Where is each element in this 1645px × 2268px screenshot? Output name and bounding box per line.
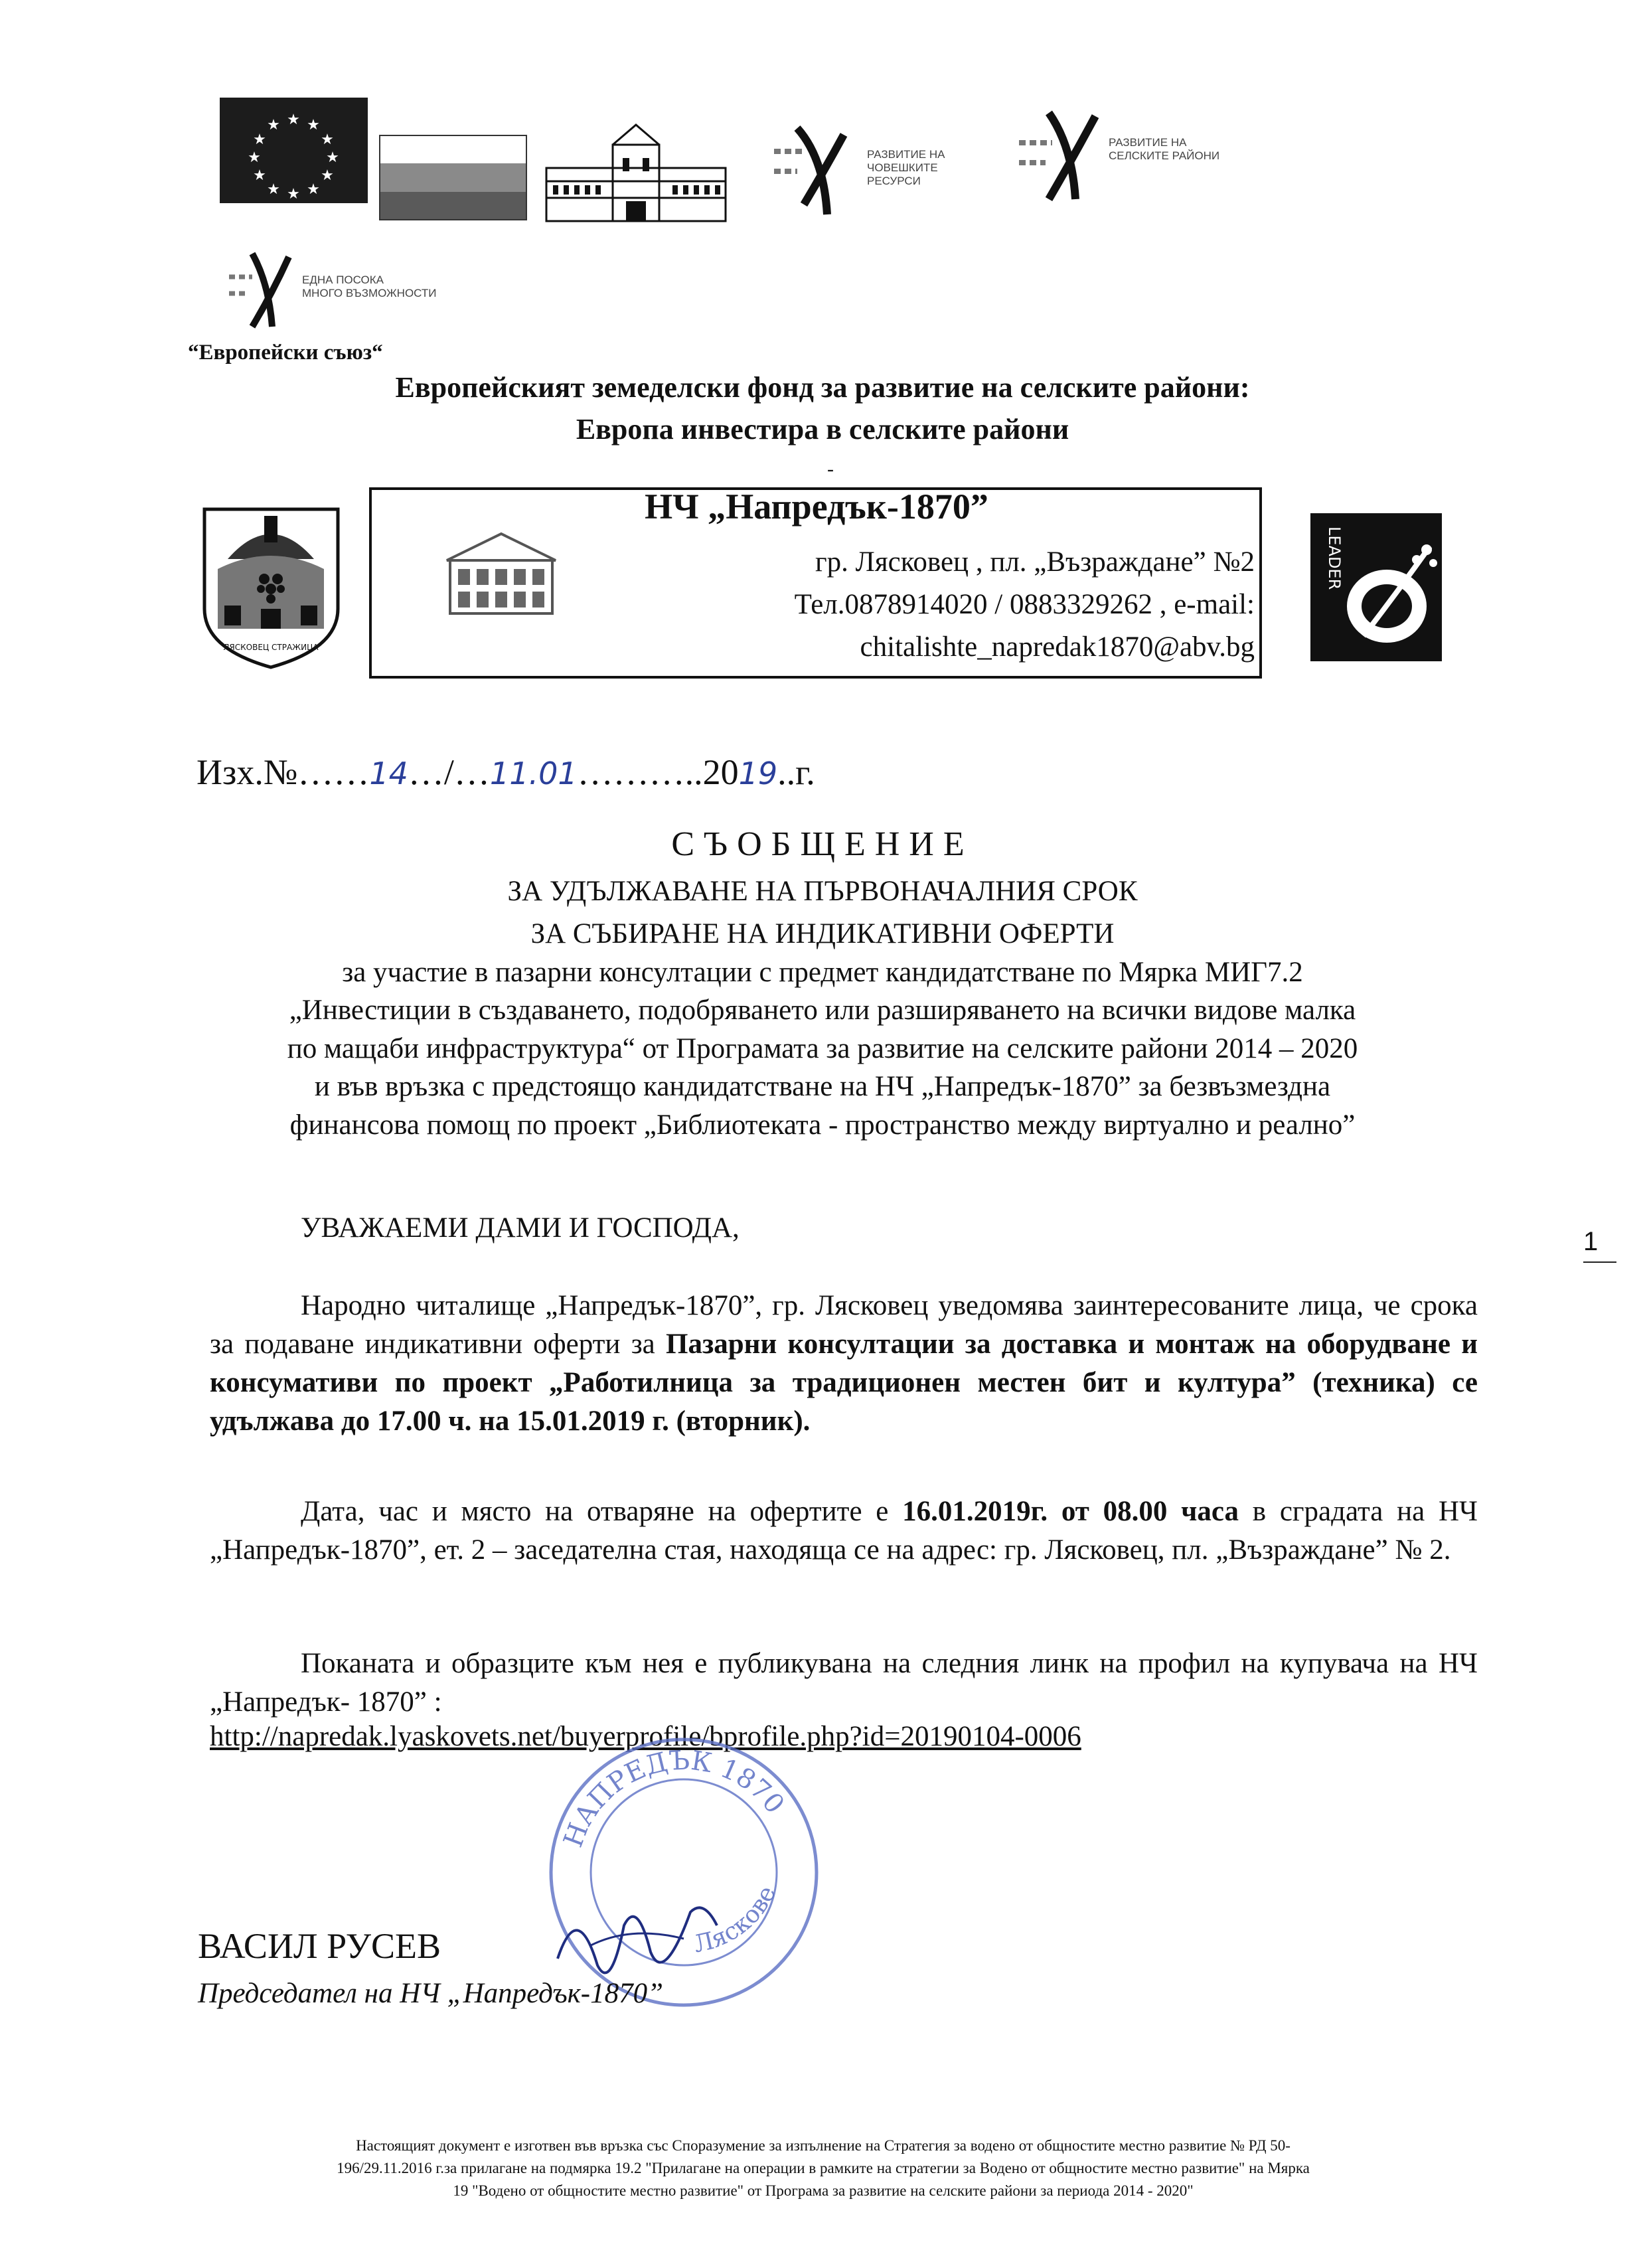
paragraph-1-bold: Пазарни консултации за доставка и монтаж на оборудване и консумативи по проект „Работилница за традиционен местен бит и култура” (техника) се удължава до 17.00 ч. на 15.01.2019 г. (вторник).: [210, 1329, 1478, 1437]
ref-dots-2: …/: [408, 752, 454, 792]
title-line-6: и във връзка с предстоящо кандидатстване на НЧ „Напредък-1870” за безвъзмездна: [314, 1071, 1331, 1102]
ref-year-prefix: 20: [702, 752, 739, 792]
svg-text:★: ★: [267, 181, 280, 198]
title-line-7: финансова помощ по проект „Библиотеката - пространство между виртуално и реално”: [289, 1109, 1356, 1141]
ref-prefix: Изх.№: [196, 752, 298, 792]
paragraph-1-text: Народно читалище „Напредък-1870”, гр. Лясковец уведомява заинтересованите лица, че срока за подаване индикативни оферти за: [210, 1290, 1478, 1360]
community-center-building-logo: [443, 530, 559, 618]
fund-title-line-2: Европа инвестира в селските райони: [576, 413, 1069, 446]
separator-dash: -: [827, 458, 834, 480]
svg-text:★: ★: [287, 186, 300, 202]
ref-date: 11.01: [489, 756, 578, 791]
organization-phone: Тел.0878914020 / 0883329262 , e-mail:: [794, 589, 1255, 620]
svg-text:★: ★: [321, 131, 334, 148]
ref-dots-1: ……: [297, 752, 370, 792]
eu-label: “Европейски съюз“: [188, 341, 383, 364]
page-number-underline: [1583, 1261, 1616, 1263]
op-rd-label-1: РАЗВИТИЕ НА: [1109, 136, 1187, 149]
title-line-1: ЗА УДЪЛЖАВАНЕ НА ПЪРВОНАЧАЛНИЯ СРОК: [507, 876, 1138, 907]
title-line-2: ЗА СЪБИРАНЕ НА ИНДИКАТИВНИ ОФЕРТИ: [530, 918, 1115, 949]
paragraph-2-text-2: в сградата на НЧ „Напредък-1870”, ет. 2 – заседателна стая, находяща се на адрес: гр. Лясковец, пл. „Възраждане” № 2.: [210, 1496, 1478, 1566]
municipality-crest-logo: [201, 496, 341, 670]
opportunity-label-2: МНОГО ВЪЗМОЖНОСТИ: [302, 287, 437, 299]
paragraph-1: [210, 1287, 1478, 1441]
svg-text:★: ★: [307, 117, 320, 133]
title-line-4: „Инвестиции в създаването, подобряването или разширяването на всички видове малка: [289, 995, 1356, 1026]
greeting: УВАЖАЕМИ ДАМИ И ГОСПОДА,: [301, 1212, 740, 1244]
government-building-logo: [540, 121, 732, 224]
crest-caption: ЛЯСКОВЕЦ СТРАЖИЦА: [223, 643, 319, 652]
stamp-bottom-text: Ляскове: [691, 1882, 782, 1959]
svg-text:★: ★: [326, 149, 339, 166]
ref-suffix: ..г.: [777, 752, 815, 792]
signer-name: ВАСИЛ РУСЕВ: [198, 1926, 441, 1966]
svg-text:★: ★: [253, 167, 266, 184]
svg-text:★: ★: [248, 149, 261, 166]
opportunity-label-1: ЕДНА ПОСОКА: [302, 274, 384, 286]
op-hr-label-1: РАЗВИТИЕ НА: [867, 148, 945, 161]
svg-text:★: ★: [287, 112, 300, 128]
svg-text:★: ★: [253, 131, 266, 148]
organization-address: гр. Лясковец , пл. „Възраждане” №2: [815, 546, 1255, 578]
organization-email: chitalishte_napredak1870@abv.bg: [860, 631, 1255, 663]
op-hr-label-2: ЧОВЕШКИТЕ РЕСУРСИ: [867, 161, 938, 187]
footer-line-3: 19 "Водено от общностите местно развитие" от Програма за развитие на селските райони за периода 2014 - 2020": [453, 2182, 1194, 2199]
stamp-top-text: НАПРЕДЪК 1870: [558, 1745, 791, 1852]
organization-title: НЧ „Напредък-1870”: [645, 487, 988, 526]
one-direction-logo: [226, 247, 445, 333]
paragraph-2: [210, 1493, 1478, 1570]
outgoing-reference: [196, 752, 815, 793]
op-human-resources-logo: [767, 118, 993, 218]
ref-dots-4: ………..: [577, 752, 703, 792]
signer-title: Председател на НЧ „Напредък-1870”: [198, 1978, 664, 2009]
footer-line-2: 196/29.11.2016 г.за прилагане на подмярка 19.2 "Прилагане на операции в рамките на стратегии за Водено от общностите местно развитие" на Мярка: [337, 2160, 1310, 2176]
ref-number: 14: [369, 756, 408, 791]
ref-year: 19: [738, 756, 778, 791]
paragraph-2-bold: 16.01.2019г. от 08.00 часа: [902, 1496, 1239, 1527]
svg-text:★: ★: [321, 167, 334, 184]
footer-line-1: Настоящият документ е изготвен във връзка със Споразумение за изпълнение на Стратегия за водено от общностите местно развитие № РД 50-: [356, 2137, 1291, 2154]
paragraph-3: Поканата и образците към нея е публикувана на следния линк на профил на купувача на НЧ „Напредък- 1870” :: [210, 1648, 1478, 1718]
buyer-profile-link[interactable]: http://napredak.lyaskovets.net/buyerprofile/bprofile.php?id=20190104-0006: [210, 1721, 1081, 1752]
op-rural-development-logo: [1016, 106, 1241, 206]
eu-flag-logo: [220, 98, 368, 203]
paragraph-2-text-1: Дата, час и място на отваряне на офертите е: [301, 1496, 903, 1527]
svg-text:★: ★: [307, 181, 320, 198]
op-rd-label-2: СЕЛСКИТЕ РАЙОНИ: [1109, 149, 1220, 162]
page-number: 1: [1583, 1227, 1599, 1256]
ref-dots-3: …: [453, 752, 490, 792]
bulgarian-flag-logo: [379, 135, 527, 220]
footer-note: [226, 2135, 1421, 2202]
document-heading: СЪОБЩЕНИЕ: [671, 825, 974, 863]
svg-text:★: ★: [267, 117, 280, 133]
title-line-5: по мащаби инфраструктура“ от Програмата за развитие на селските райони 2014 – 2020: [287, 1033, 1358, 1064]
title-line-3: за участие в пазарни консултации с предмет кандидатстване по Мярка МИГ7.2: [342, 957, 1303, 988]
leader-label: LEADER: [1325, 526, 1344, 590]
fund-title-line-1: Европейският земеделски фонд за развитие на селските райони:: [395, 371, 1250, 404]
leader-logo: [1310, 513, 1442, 661]
